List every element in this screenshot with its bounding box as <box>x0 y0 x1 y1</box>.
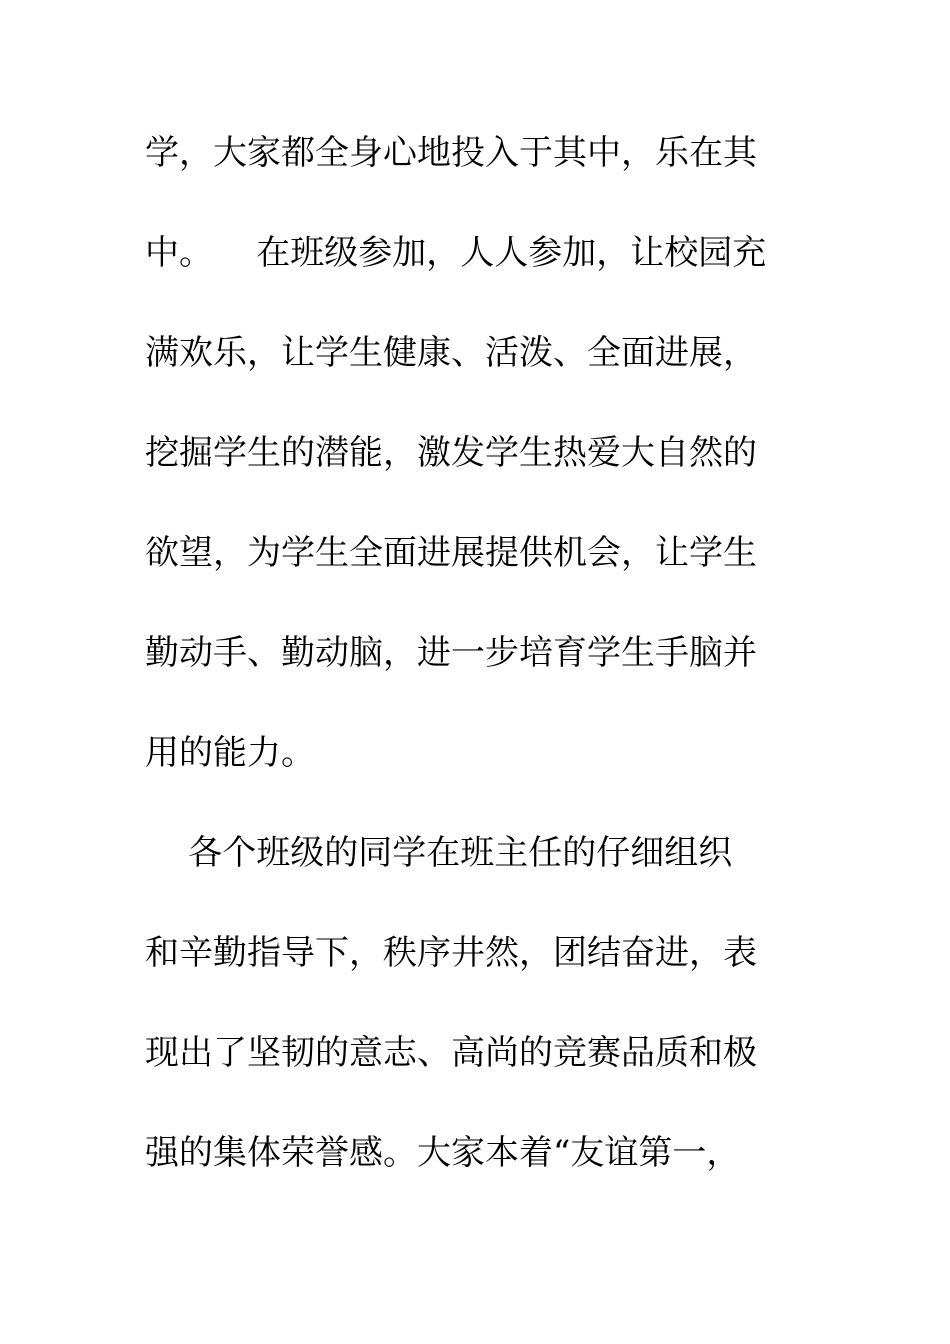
text-line: 学，大家都全身心地投入于其中，乐在其 <box>145 133 757 173</box>
text-line: 现出了坚韧的意志、高尚的竞赛品质和极 <box>145 1033 757 1073</box>
text-line: 和辛勤指导下，秩序井然，团结奋进，表 <box>145 933 757 973</box>
text-line: 勤动手、勤动脑，进一步培育学生手脑并 <box>145 633 757 673</box>
text-line: 强的集体荣誉感。大家本着“友谊第一， <box>145 1133 741 1173</box>
text-line: 用的能力。 <box>145 733 315 773</box>
text-line: 各个班级的同学在班主任的仔细组织 <box>145 833 733 873</box>
text-line: 中。 在班级参加，人人参加，让校园充 <box>145 233 767 273</box>
text-line: 欲望，为学生全面进展提供机会，让学生 <box>145 533 757 573</box>
text-line: 挖掘学生的潜能，激发学生热爱大自然的 <box>145 433 757 473</box>
text-line: 满欢乐，让学生健康、活泼、全面进展， <box>145 333 757 373</box>
